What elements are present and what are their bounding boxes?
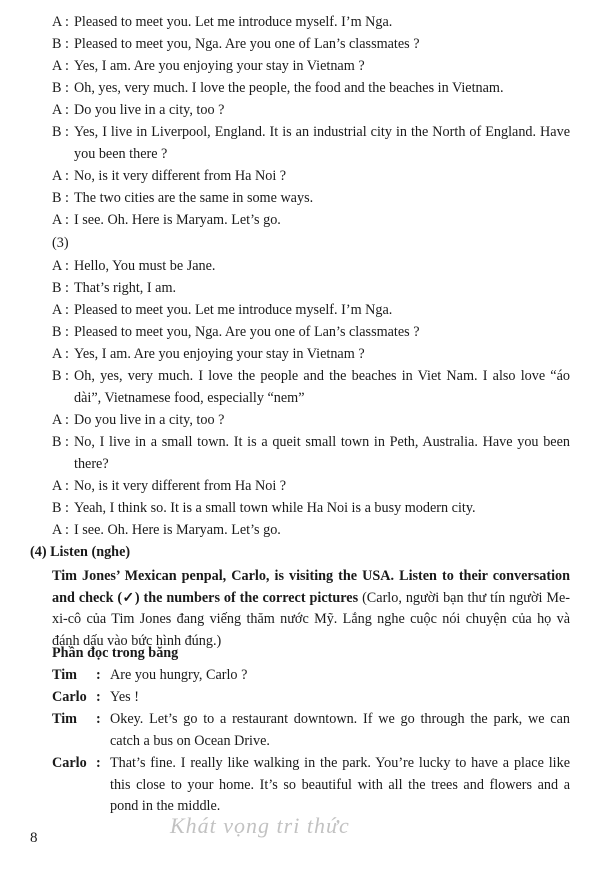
speaker-separator: : <box>96 755 101 771</box>
speaker-name: Carlo <box>52 689 87 705</box>
dialogue-line <box>52 100 570 122</box>
dialogue-line <box>52 166 570 188</box>
speaker-label: A : <box>52 478 69 494</box>
section-heading: (4) Listen (nghe) <box>30 544 131 560</box>
dialogue-line <box>52 34 570 56</box>
dialogue-line <box>52 256 570 278</box>
dialogue-line <box>52 300 570 322</box>
speaker-label: A : <box>52 258 69 274</box>
speaker-label: A : <box>52 102 69 118</box>
speaker-label: A : <box>52 14 69 30</box>
dialogue-text: No, I live in a small town. It is a queit small town in Peth, Australia. Have you been there? <box>74 434 570 472</box>
dialogue-text: I see. Oh. Here is Maryam. Let’s go. <box>74 522 281 538</box>
dialogue-text: The two cities are the same in some ways. <box>74 190 314 206</box>
tapescript-line <box>52 753 570 819</box>
speaker-label: A : <box>52 346 69 362</box>
dialogue-text: Pleased to meet you, Nga. Are you one of Lan’s classmates ? <box>74 36 420 52</box>
watermark: Khát vọng tri thức <box>170 813 350 838</box>
dialogue-line <box>52 432 570 476</box>
speaker-separator: : <box>96 689 101 705</box>
dialogue-text: No, is it very different from Ha Noi ? <box>74 478 287 494</box>
speaker-name: Tim <box>52 667 77 683</box>
speaker-separator: : <box>96 667 101 683</box>
dialogue-text: Do you live in a city, too ? <box>74 102 225 118</box>
tapescript-line <box>52 709 570 753</box>
dialogue-line <box>52 122 570 166</box>
page-number: 8 <box>30 830 38 846</box>
dialogue-text: No, is it very different from Ha Noi ? <box>74 168 287 184</box>
dialogue-text: Oh, yes, very much. I love the people, the food and the beaches in Vietnam. <box>74 80 504 96</box>
dialogue-text: Okey. Let’s go to a restaurant downtown. If we go through the park, we can catch a bus on Ocean Drive. <box>110 711 570 749</box>
dialogue-line <box>52 78 570 100</box>
speaker-label: A : <box>52 302 69 318</box>
instruction-bold: Tim Jones’ Mexican penpal, Carlo, is visiting the USA. Listen to their conversation and check (✓) the numbers of the correct pictures <box>52 568 570 606</box>
speaker-name: Tim <box>52 711 77 727</box>
dialogue-line <box>52 498 570 520</box>
dialogue-line <box>52 210 570 232</box>
instruction-paragraph <box>52 566 570 652</box>
speaker-label: A : <box>52 522 69 538</box>
speaker-label: B : <box>52 36 69 52</box>
speaker-label: B : <box>52 324 69 340</box>
speaker-label: A : <box>52 412 69 428</box>
section-label: (3) <box>52 235 69 251</box>
speaker-label <box>52 753 101 775</box>
dialogue-text: Pleased to meet you. Let me introduce myself. I’m Nga. <box>74 14 393 30</box>
dialogue-line <box>52 12 570 34</box>
dialogue-line <box>52 188 570 210</box>
dialogue-text: Yes ! <box>110 689 139 705</box>
dialogue-text: Do you live in a city, too ? <box>74 412 225 428</box>
dialogue-text: That’s right, I am. <box>74 280 177 296</box>
dialogue-line <box>52 410 570 432</box>
dialogue-line <box>52 366 570 410</box>
speaker-label <box>52 687 101 709</box>
dialogue-text: Hello, You must be Jane. <box>74 258 216 274</box>
dialogue-text: Pleased to meet you. Let me introduce myself. I’m Nga. <box>74 302 393 318</box>
dialogue-line <box>52 322 570 344</box>
speaker-name: Carlo <box>52 755 87 771</box>
speaker-label <box>52 665 101 687</box>
tapescript-line <box>52 687 570 709</box>
speaker-label: B : <box>52 500 69 516</box>
dialogue-line <box>52 476 570 498</box>
dialogue-line <box>52 56 570 78</box>
dialogue-text: Pleased to meet you, Nga. Are you one of Lan’s classmates ? <box>74 324 420 340</box>
tapescript-heading: Phần đọc trong băng <box>52 645 179 661</box>
dialogue-text: Yeah, I think so. It is a small town while Ha Noi is a busy modern city. <box>74 500 476 516</box>
speaker-label: A : <box>52 212 69 228</box>
speaker-label: A : <box>52 58 69 74</box>
speaker-separator: : <box>96 711 101 727</box>
dialogue-line <box>52 344 570 366</box>
dialogue-text: Yes, I live in Liverpool, England. It is an industrial city in the North of England. Have you been there ? <box>74 124 570 162</box>
speaker-label: B : <box>52 80 69 96</box>
speaker-label: A : <box>52 168 69 184</box>
dialogue-text: I see. Oh. Here is Maryam. Let’s go. <box>74 212 281 228</box>
speaker-label: B : <box>52 190 69 206</box>
dialogue-text: Yes, I am. Are you enjoying your stay in Vietnam ? <box>74 58 365 74</box>
speaker-label <box>52 709 101 731</box>
dialogue-text: Are you hungry, Carlo ? <box>110 667 248 683</box>
dialogue-text: Oh, yes, very much. I love the people and the beaches in Viet Nam. I also love “áo dài”, Vietnamese food, especially “nem” <box>74 368 570 406</box>
speaker-label: B : <box>52 280 69 296</box>
dialogue-line <box>52 278 570 300</box>
dialogue-line <box>52 520 570 542</box>
speaker-label: B : <box>52 368 69 384</box>
dialogue-text: That’s fine. I really like walking in the park. You’re lucky to have a place like this close to your home. It’s so beautiful with all the trees and flowers and a pond in the middle. <box>110 755 570 814</box>
dialogue-text: Yes, I am. Are you enjoying your stay in Vietnam ? <box>74 346 365 362</box>
speaker-label: B : <box>52 434 69 450</box>
speaker-label: B : <box>52 124 69 140</box>
tapescript-line <box>52 665 570 687</box>
instruction-translation: (Carlo, người bạn thư tín người Me-xi-cô của Tim Jones đang viếng thăm nước Mỹ. Lắng nghe cuộc nói chuyện của họ và đánh dấu vào bức hình đúng.) <box>52 589 571 649</box>
